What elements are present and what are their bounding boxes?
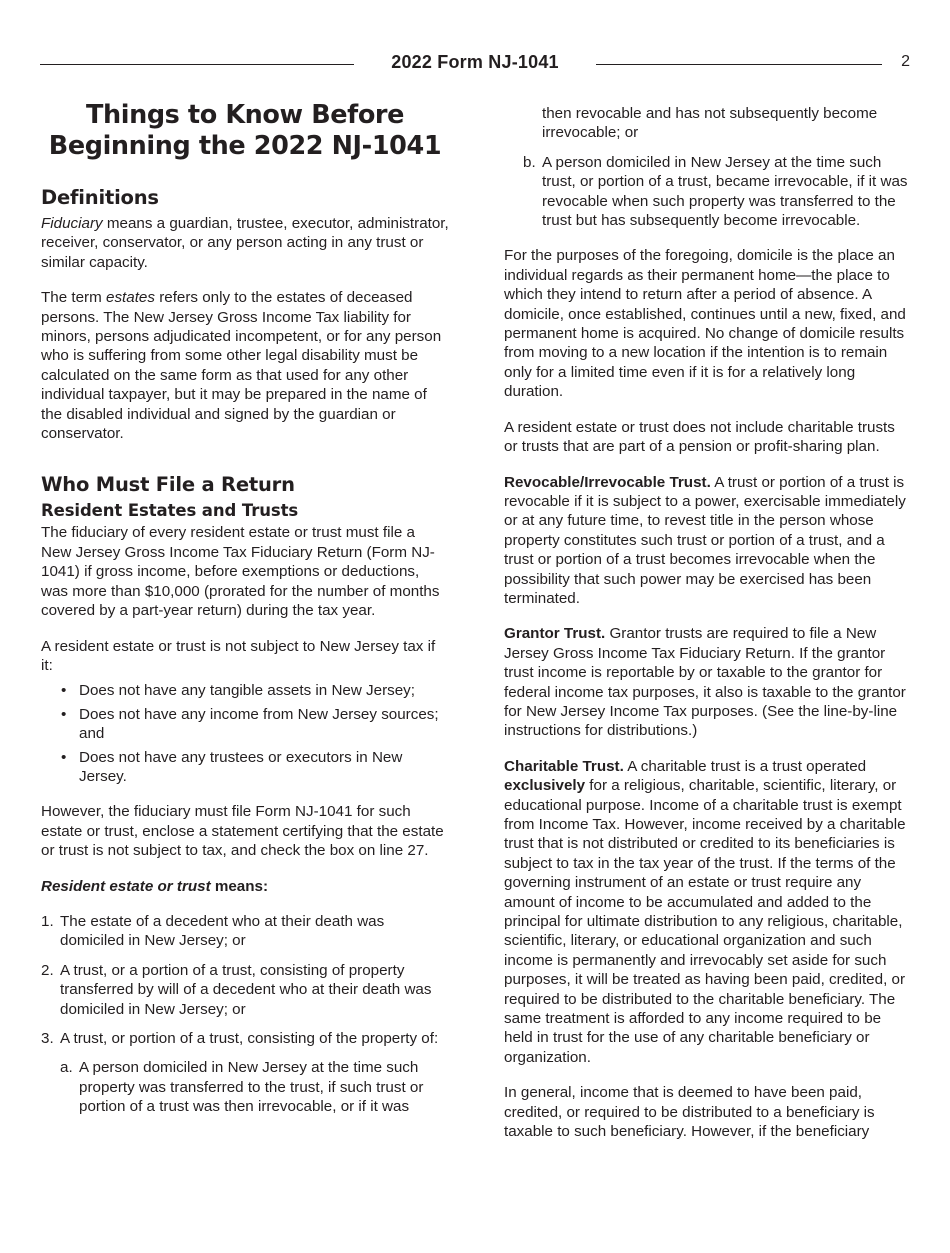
list-item: 3. A trust, or portion of a trust, consisting of the property of: a. A person domiciled in New Jersey at the time such property was transferred to the trust, if such trust or portion of a trust was then irrevocable, or if it was	[41, 1029, 449, 1117]
main-heading: Things to Know Before Beginning the 2022 NJ-1041	[48, 100, 442, 161]
not-subject-intro: A resident estate or trust is not subject to New Jersey tax if it:	[41, 637, 436, 674]
list-item: • Does not have any trustees or executors in New Jersey.	[41, 748, 449, 787]
list-item: 2. A trust, or a portion of a trust, consisting of property transferred by will of a decedent who at their death was domiciled in New Jersey; or	[41, 961, 432, 1018]
term-fiduciary: Fiduciary	[41, 215, 103, 232]
sub-list	[60, 1058, 449, 1116]
charitable-exclusion-paragraph: A resident estate or trust does not include charitable trusts or trusts that are part of a pension or profit-sharing plan.	[504, 418, 895, 456]
page-number: 2	[901, 53, 910, 70]
resident-estates-subheading: Resident Estates and Trusts	[41, 501, 299, 521]
page-header	[40, 52, 910, 78]
list-item: 1. The estate of a decedent who at their death was domiciled in New Jersey; or	[41, 912, 385, 950]
definitions-heading: Definitions	[41, 186, 159, 209]
term-revocable-trust: Revocable/Irrevocable Trust.	[504, 473, 711, 491]
term-resident-estate: Resident estate or trust	[41, 877, 211, 895]
fiduciary-definition: Fiduciary means a guardian, trustee, executor, administrator, receiver, conservator, or any person acting in any trust or similar capacity.	[41, 215, 449, 271]
emphasis-exclusively: exclusively	[504, 777, 586, 795]
list-item: • Does not have any tangible assets in New Jersey;	[41, 681, 449, 700]
right-column	[504, 104, 910, 1158]
charitable-trust-paragraph: Charitable Trust. A charitable trust is a trust operated exclusively for a religious, charitable, scientific, literary, or educational purpose. Income of a charitable trust is exempt from Income Tax. However, income received by a charitable trust that is not distributed or credited to its beneficiaries is subject to tax in the tax year of the trust. If the terms of the governing instrument of an estate or trust require any amount of income to be accumulated and added to the principal for ultimate distribution to any religious, charitable, scientific, literary, or educational organization and such income is permanently and irrevocably set aside for such purposes, it will be treated as having been paid, credited, or required to be distributed to the charitable beneficiary. The same treatment is afforded to any income required to be held in trust for the use of any charitable beneficiary or organization.	[504, 757, 906, 1066]
certification-paragraph: However, the fiduciary must file Form NJ-1041 for such estate or trust, enclose a statement certifying that the estate or trust is not subject to tax, and check the box on line 27.	[41, 803, 444, 860]
term-charitable-trust: Charitable Trust.	[504, 757, 624, 775]
general-income-paragraph: In general, income that is deemed to have been paid, credited, or required to be distributed to a beneficiary is taxable to such beneficiary. However, if the beneficiary	[504, 1084, 875, 1141]
left-column	[41, 100, 449, 1127]
header-rule-right	[596, 64, 882, 65]
form-title: 2022 Form NJ-1041	[391, 52, 559, 72]
grantor-trust-paragraph: Grantor Trust. Grantor trusts are required to file a New Jersey Gross Income Tax Fiduciary Return. If the grantor trust income is reportable by or taxable to the grantor for federal income tax purposes, it also is taxable to the grantor for New Jersey Income Tax purposes. (See the line-by-line instructions for distributions.)	[504, 625, 906, 740]
filing-requirement: The fiduciary of every resident estate or trust must file a New Jersey Gross Income Tax Fiduciary Return (Form NJ-1041) if gross income, before exemptions or deductions, was more than $10,000 (prorated for the number of months covered by a part-year return) during the tax year.	[41, 524, 440, 620]
revocable-trust-paragraph: Revocable/Irrevocable Trust. A trust or portion of a trust is revocable if it is subject to a power, exercisable immediately or at any future time, to revest title in the person whose property constitutes such trust or portion of a trust, and a trust or portion of a trust becomes irrevocable when the possibility that such power may be exercised has been terminated.	[504, 473, 906, 607]
resident-means-lead: Resident estate or trust means:	[41, 877, 269, 895]
who-must-file-heading: Who Must File a Return	[41, 473, 295, 497]
domicile-paragraph: For the purposes of the foregoing, domicile is the place an individual regards as their permanent home—the place to which they intend to return after a period of absence. A domicile, once established, continues until a new, fixed, and permanent home is acquired. No change of domicile results from moving to a new location if the intention is to remain only for a limited time even if it is for a relatively long duration.	[504, 247, 906, 401]
resident-numbered-list	[41, 912, 449, 1117]
list-item: • Does not have any income from New Jersey sources; and	[41, 705, 449, 744]
list-item-b: b. A person domiciled in New Jersey at the time such trust, or portion of a trust, became irrevocable, if it was revocable when such property was transferred to the trust but has subsequently become irrevocable.	[523, 153, 908, 230]
header-rule-left	[40, 64, 354, 65]
exemption-bullet-list	[41, 681, 449, 786]
sub-a-continued: then revocable and has not subsequently become irrevocable; or	[542, 105, 878, 142]
term-estates: estates	[106, 289, 155, 307]
estates-definition: The term estates refers only to the estates of deceased persons. The New Jersey Gross Income Tax liability for minors, persons adjudicated incompetent, or for any person who is suffering from some other legal disability must be calculated on the same form as that used for any other individual taxpayer, but it may be prepared in the name of the disabled individual and signed by the guardian or conservator.	[41, 289, 442, 443]
list-item: a. A person domiciled in New Jersey at the time such property was transferred to the trust, if such trust or portion of a trust was then irrevocable, or if it was	[60, 1059, 424, 1116]
term-grantor-trust: Grantor Trust.	[504, 625, 606, 643]
